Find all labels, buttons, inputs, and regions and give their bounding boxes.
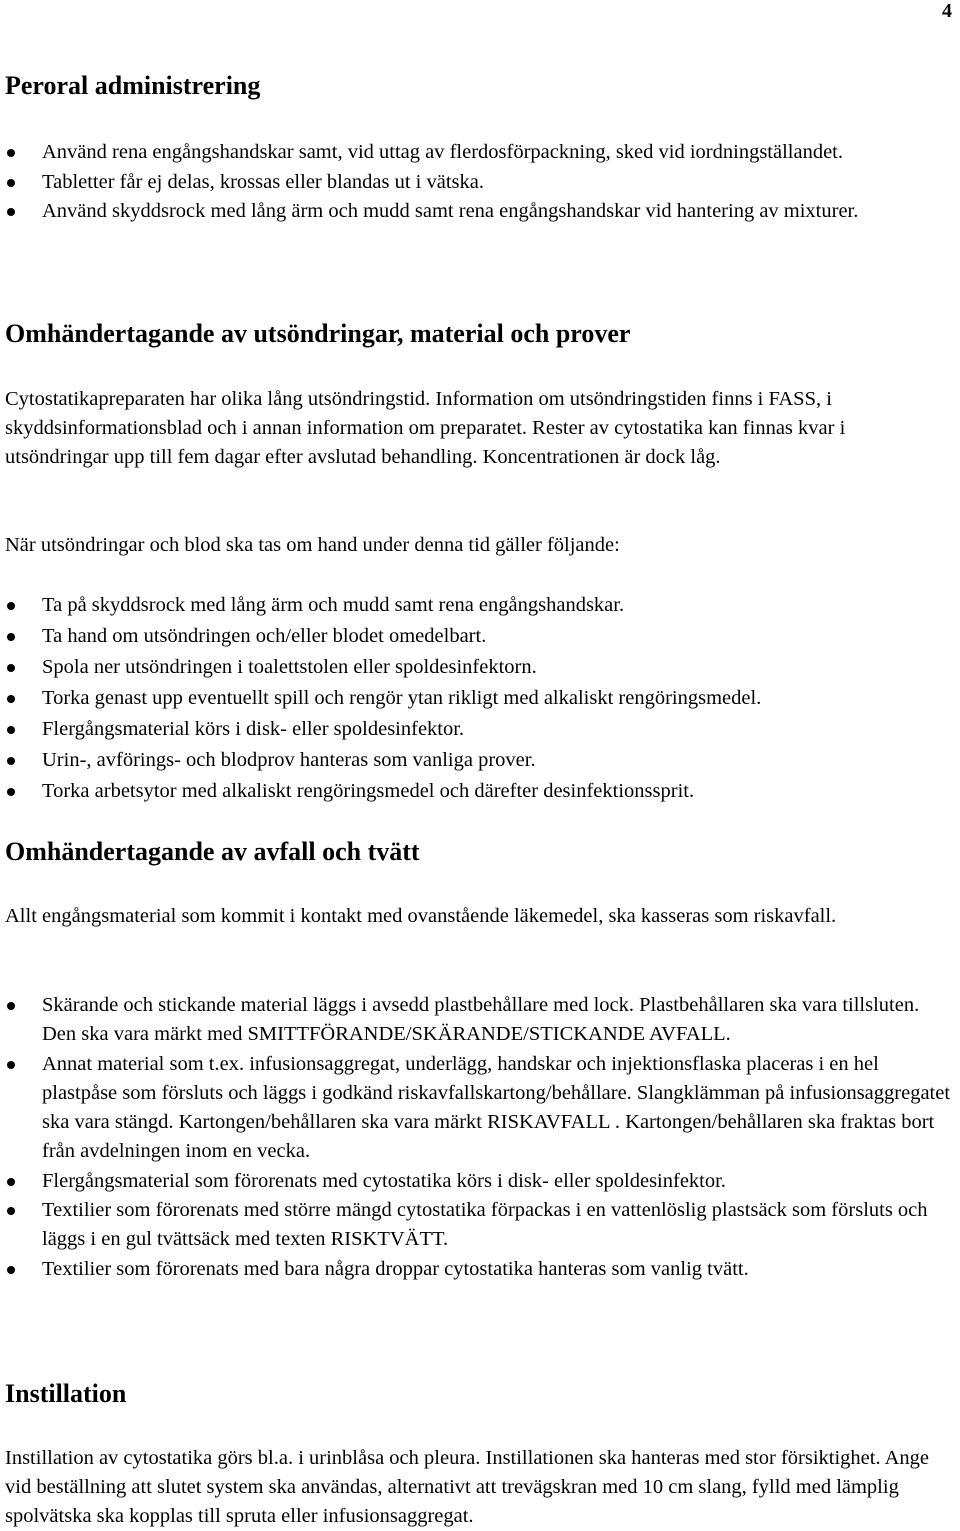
list-item: Ta på skyddsrock med lång ärm och mudd samt rena engångshandskar. — [5, 590, 954, 621]
peroral-list — [5, 138, 954, 227]
list-item: Använd rena engångshandskar samt, vid uttag av flerdosförpackning, sked vid iordningställandet. — [5, 138, 954, 168]
heading-instillation: Instillation — [5, 1379, 127, 1408]
page-number: 4 — [942, 0, 952, 22]
list-item: Urin-, avförings- och blodprov hanteras som vanliga prover. — [5, 745, 954, 776]
list-item: Annat material som t.ex. infusionsaggregat, underlägg, handskar och injektionsflaska placeras i en hel plastpåse som försluts och läggs i godkänd riskavfallskartong/behållare. Slangklämman på infusionsaggregatet ska vara stängd. Kartongen/behållaren ska vara märkt RISKAVFALL . Kartongen/behållaren ska fraktas bort från avdelningen inom en vecka. — [5, 1050, 954, 1167]
list-item: Ta hand om utsöndringen och/eller blodet omedelbart. — [5, 621, 954, 652]
paragraph-engangsmaterial: Allt engångsmaterial som kommit i kontakt med ovanstående läkemedel, ska kasseras som riskavfall. — [5, 905, 837, 927]
list-item: Spola ner utsöndringen i toalettstolen eller spoldesinfektorn. — [5, 652, 954, 683]
heading-avfall-och-tvatt: Omhändertagande av avfall och tvätt — [5, 837, 420, 866]
utsondringar-list — [5, 590, 954, 807]
paragraph-utsondringstid: Cytostatikapreparaten har olika lång utsöndringstid. Information om utsöndringstiden finns i FASS, i skyddsinformationsblad och i annan information om preparatet. Rester av cytostatika kan finnas kvar i utsöndringar upp till fem dagar efter avslutad behandling. Koncentrationen är dock låg. — [5, 388, 846, 468]
list-item: Textilier som förorenats med bara några droppar cytostatika hanteras som vanlig tvätt. — [5, 1255, 954, 1284]
list-item: Skärande och stickande material läggs i avsedd plastbehållare med lock. Plastbehållaren ska vara tillsluten. Den ska vara märkt med SMITTFÖRANDE/SKÄRANDE/STICKANDE AVFALL. — [5, 991, 954, 1050]
list-item: Textilier som förorenats med större mängd cytostatika förpackas i en vattenlöslig plastsäck som försluts och läggs i en gul tvättsäck med texten RISKTVÄTT. — [5, 1196, 954, 1255]
list-item: Använd skyddsrock med lång ärm och mudd samt rena engångshandskar vid hantering av mixturer. — [5, 197, 954, 227]
avfall-list — [5, 991, 954, 1284]
heading-peroral-administrering: Peroral administrering — [5, 71, 261, 100]
paragraph-instillation: Instillation av cytostatika görs bl.a. i urinblåsa och pleura. Instillationen ska hanteras med stor försiktighet. Ange vid beställning att slutet system ska användas, alternativt att trevägskran med 10 cm slang, fylld med lämplig spolvätska ska kopplas till spruta eller infusionsaggregat. — [5, 1447, 929, 1527]
list-item: Flergångsmaterial körs i disk- eller spoldesinfektor. — [5, 714, 954, 745]
paragraph-intro: När utsöndringar och blod ska tas om hand under denna tid gäller följande: — [5, 534, 620, 556]
list-item: Torka genast upp eventuellt spill och rengör ytan rikligt med alkaliskt rengöringsmedel. — [5, 683, 954, 714]
list-item: Flergångsmaterial som förorenats med cytostatika körs i disk- eller spoldesinfektor. — [5, 1167, 954, 1196]
list-item: Tabletter får ej delas, krossas eller blandas ut i vätska. — [5, 168, 954, 198]
heading-utsondringar: Omhändertagande av utsöndringar, material och prover — [5, 319, 631, 348]
list-item: Torka arbetsytor med alkaliskt rengöringsmedel och därefter desinfektionssprit. — [5, 776, 954, 807]
